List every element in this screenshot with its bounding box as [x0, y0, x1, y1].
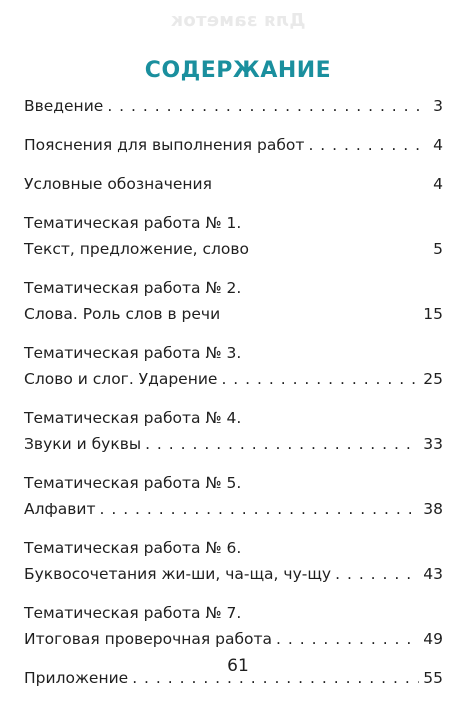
toc-page-number: 25: [423, 370, 443, 388]
toc-entry-text: Звуки и буквы: [24, 435, 142, 453]
toc-entry-work-4: [24, 405, 443, 457]
toc-page-number: 55: [423, 669, 443, 687]
dot-leader: [145, 431, 419, 457]
dot-leader: [335, 561, 419, 587]
toc-page-number: 43: [423, 565, 443, 583]
toc-line: [24, 93, 443, 119]
toc-entry-text: Слово и слог. Ударение: [24, 370, 218, 388]
toc-line: [24, 626, 443, 652]
toc-page-number: 15: [423, 305, 443, 323]
dot-leader: [107, 93, 421, 119]
toc-entry-text: Буквосочетания жи-ши, ча-ща, чу-щу: [24, 565, 332, 583]
toc-entry-text: Пояснения для выполнения работ: [24, 136, 305, 154]
dot-leader: [308, 132, 421, 158]
toc-entry-heading: Тематическая работа № 4.: [24, 409, 242, 427]
page-title: СОДЕРЖАНИЕ: [144, 58, 332, 83]
toc-page-number: 4: [433, 175, 443, 193]
toc-entry-work-2: [24, 275, 443, 327]
toc-entry-text: Слова. Роль слов в речи: [24, 305, 221, 323]
toc-entry-heading: Тематическая работа № 5.: [24, 474, 242, 492]
toc-line: [24, 496, 443, 522]
toc-entry-heading: Тематическая работа № 2.: [24, 279, 242, 297]
toc-entry-heading: Тематическая работа № 3.: [24, 344, 242, 362]
toc-line: [24, 236, 443, 262]
toc-entry-text: Текст, предложение, слово: [24, 240, 250, 258]
toc-entry-heading: Тематическая работа № 7.: [24, 604, 242, 622]
dot-leader: [100, 496, 420, 522]
dot-leader: [276, 626, 419, 652]
toc-line: [24, 301, 443, 327]
toc-entry-text: Алфавит: [24, 500, 96, 518]
toc-page-number: 4: [433, 136, 443, 154]
toc-line: [24, 171, 443, 197]
toc-entry-work-1: [24, 210, 443, 262]
toc-entry-heading: Тематическая работа № 6.: [24, 539, 242, 557]
toc-page-number: 38: [423, 500, 443, 518]
toc-entry-work-6: [24, 535, 443, 587]
mirrored-show-through-header: Для заметок: [170, 10, 306, 31]
toc-entry-text: Итоговая проверочная работа: [24, 630, 273, 648]
page-number: 61: [227, 656, 249, 676]
table-of-contents: [24, 93, 443, 704]
toc-entry-heading: Тематическая работа № 1.: [24, 214, 242, 232]
dot-leader: [221, 366, 419, 392]
toc-entry-introduction: [24, 93, 443, 119]
toc-entry-work-5: [24, 470, 443, 522]
toc-page-number: 49: [423, 630, 443, 648]
toc-line: [24, 132, 443, 158]
toc-page-number: 5: [433, 240, 443, 258]
toc-line: [24, 561, 443, 587]
toc-entry-text: Условные обозначения: [24, 175, 212, 193]
toc-entry-text: Введение: [24, 97, 104, 115]
toc-page-number: 33: [423, 435, 443, 453]
toc-line: [24, 366, 443, 392]
toc-entry-work-3: [24, 340, 443, 392]
toc-entry-legend: [24, 171, 443, 197]
toc-entry-explanations: [24, 132, 443, 158]
toc-entry-text: Приложение: [24, 669, 129, 687]
toc-entry-work-7: [24, 600, 443, 652]
toc-page-number: 3: [433, 97, 443, 115]
toc-line: [24, 431, 443, 457]
